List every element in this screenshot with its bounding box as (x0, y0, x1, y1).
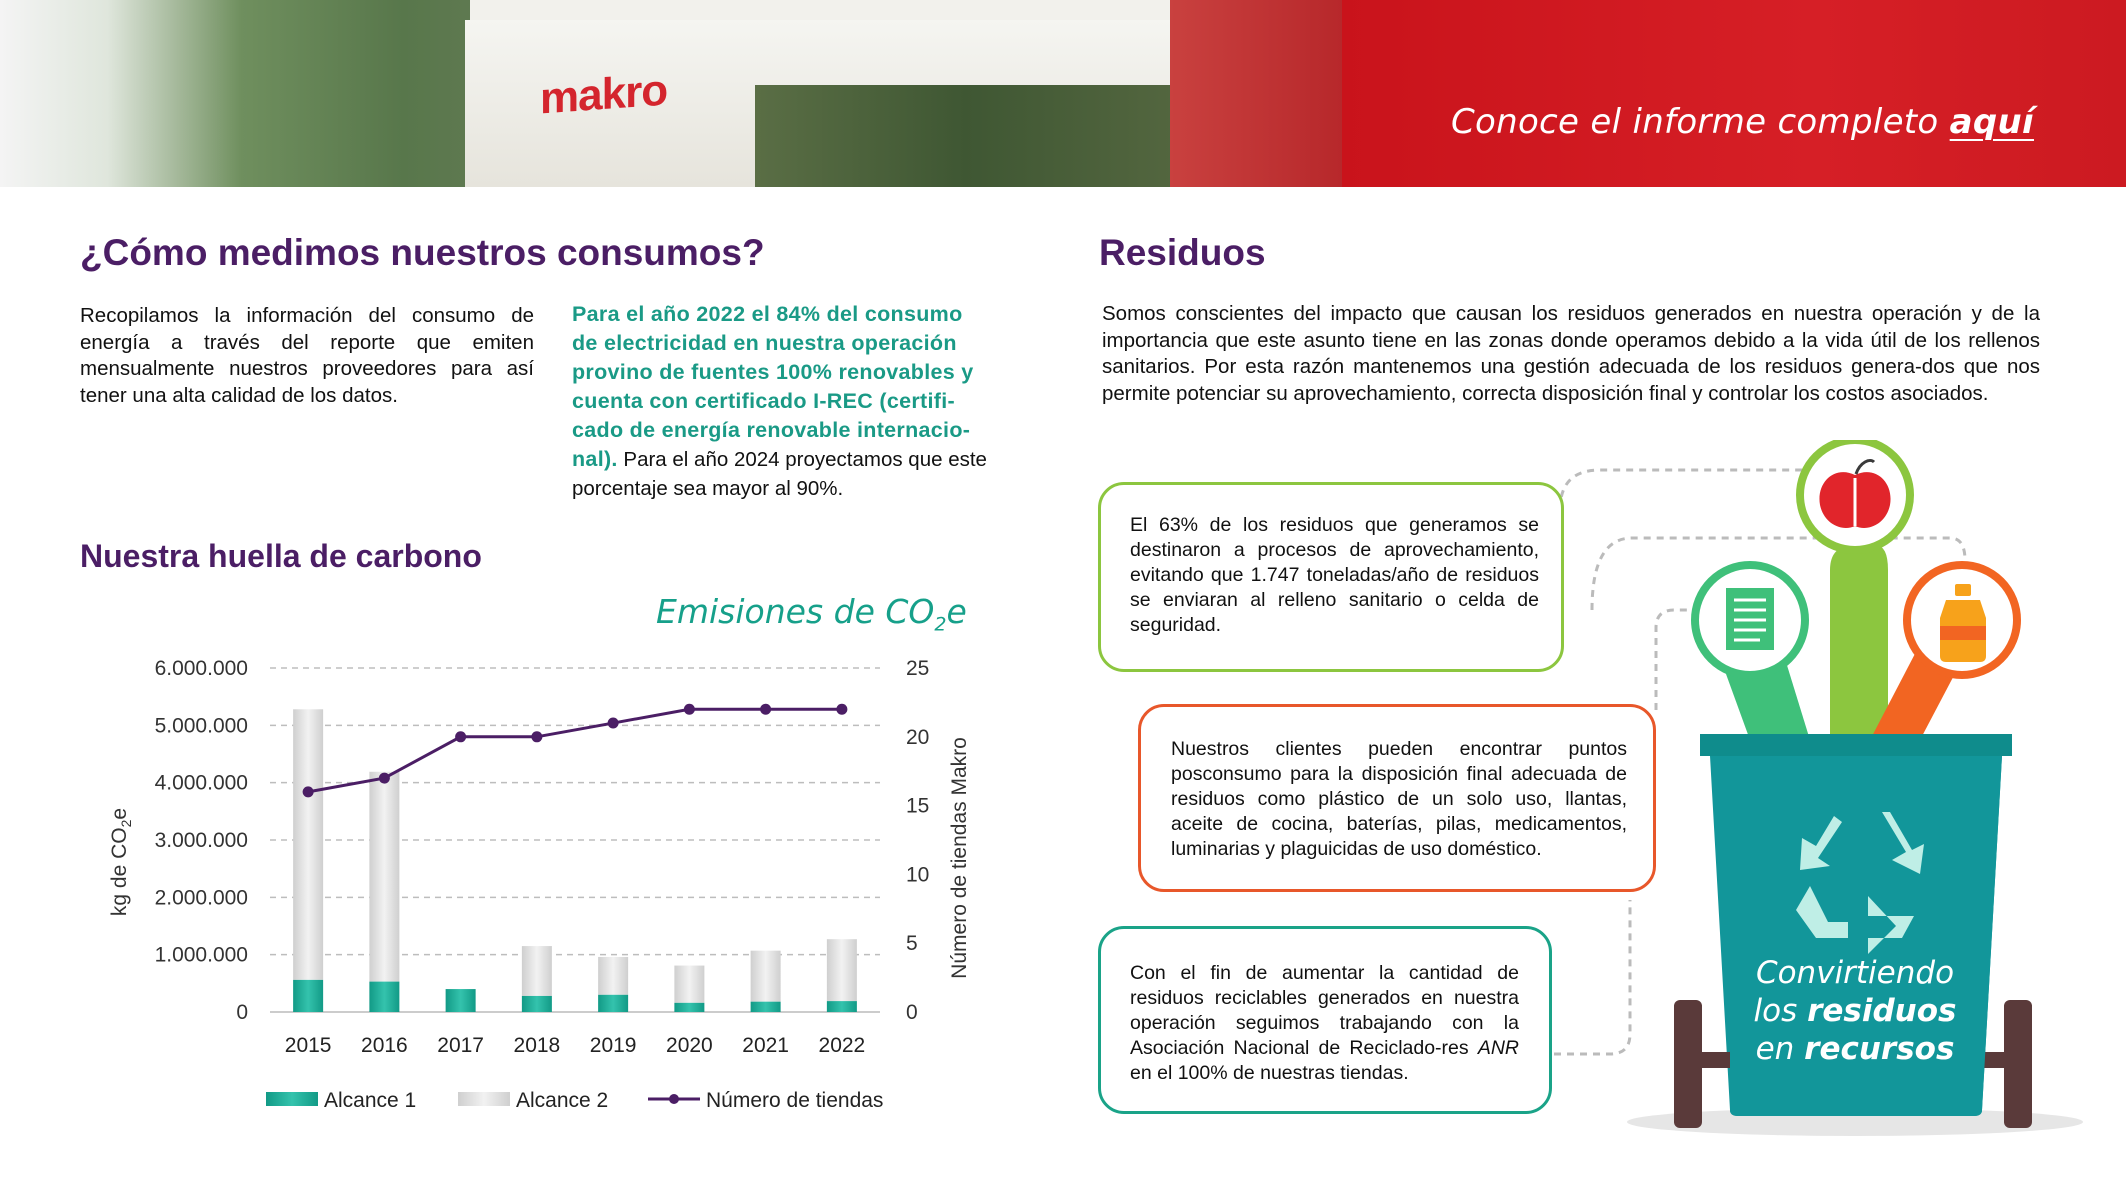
x-tick-label: 2020 (666, 1034, 713, 1057)
report-link[interactable] (1451, 102, 2034, 142)
legend-swatch-alcance1 (266, 1092, 318, 1106)
bar-alcance1-2019 (598, 995, 628, 1012)
chart-grid (270, 668, 880, 1012)
cta-text: Conoce el informe completo (1450, 102, 1939, 142)
x-tick-label: 2017 (437, 1034, 484, 1057)
bin-line-2a: los (1753, 993, 1808, 1029)
y-tick-label: 5.000.000 (154, 714, 248, 738)
legend-swatch-alcance2 (458, 1092, 510, 1106)
chart-title-main: Emisiones de CO (656, 592, 935, 631)
bin-line-1: Convirtiendo (1755, 955, 1955, 991)
cta-link[interactable]: aquí (1949, 102, 2034, 142)
bar-alcance2-2016 (369, 772, 399, 982)
y2-tick-label: 5 (906, 932, 918, 956)
bin-line-3b: recursos (1804, 1031, 1955, 1067)
stores-point-2021 (760, 704, 771, 715)
bin-caption (1725, 954, 1985, 1068)
residuos-paragraph: Somos conscientes del impacto que causan los residuos generados en nuestra operación y de la importancia que este asunto tiene en las zonas donde operamos debido a la vida útil de los rellenos sanitarios. Por esta razón mantenemos una gestión adecuada de los residuos genera-dos que nos permite potenciar su aprovechamiento, correcta disposición final y controlar los costos asociados. (1102, 302, 2040, 405)
bar-alcance1-2016 (369, 982, 399, 1012)
huella-title: Nuestra huella de carbono (80, 538, 482, 574)
x-tick-label: 2015 (284, 1034, 332, 1057)
residuos-title: Residuos (1099, 232, 1266, 273)
bar-alcance1-2017 (446, 989, 476, 1012)
highlight-line: provino de fuentes 100% renovables y (572, 360, 974, 384)
box3-abbr: ANR (1477, 1037, 1519, 1059)
bar-alcance1-2015 (293, 980, 323, 1012)
green-wall (755, 85, 1175, 187)
x-tick-label: 2019 (589, 1034, 637, 1057)
y-tick-label: 6.000.000 (154, 657, 248, 680)
red-wall (1170, 0, 1342, 187)
y-tick-label: 2.000.000 (154, 886, 248, 910)
y2-tick-label: 10 (906, 863, 930, 887)
legend-line-marker (669, 1094, 679, 1104)
stores-point-2016 (379, 773, 390, 784)
stores-point-2019 (608, 718, 619, 729)
highlight-line: nal). (572, 447, 618, 471)
y2-axis-label: Número de tiendas Makro (948, 737, 971, 979)
chart-legend (266, 1089, 883, 1112)
highlight-line: cuenta con certificado I-REC (certifi- (572, 389, 955, 413)
info-box-recicladores (1098, 926, 1552, 1114)
y-tick-label: 4.000.000 (154, 771, 248, 795)
legend-alcance2: Alcance 2 (516, 1089, 609, 1112)
x-tick-label: 2018 (513, 1034, 561, 1057)
bar-alcance2-2019 (598, 957, 628, 995)
y2-axis-ticks (906, 657, 929, 1024)
chart-title-sub: 2 (934, 613, 947, 636)
bar-alcance1-2021 (751, 1002, 781, 1012)
y2-tick-label: 15 (906, 794, 930, 818)
stores-point-2022 (836, 704, 847, 715)
x-tick-label: 2016 (361, 1034, 408, 1057)
bin-line-3a: en (1755, 1031, 1805, 1067)
bar-alcance2-2022 (827, 939, 857, 1001)
box3-tail: en el 100% de nuestras tiendas. (1130, 1062, 1409, 1084)
y-tick-label: 1.000.000 (154, 943, 248, 967)
legend-alcance1: Alcance 1 (324, 1089, 417, 1112)
y-axis-label: kg de $CO_2e$ (108, 807, 134, 917)
header-banner (1342, 0, 2126, 187)
bar-alcance2-2020 (674, 966, 704, 1003)
consumos-highlight (572, 300, 1026, 503)
highlight-line: de electricidad en nuestra operación (572, 331, 957, 355)
y2-tick-label: 25 (906, 657, 930, 680)
chart-title-tail: e (946, 592, 967, 631)
stores-point-2015 (303, 786, 314, 797)
stores-point-2017 (455, 731, 466, 742)
info-box-posconsumo: Nuestros clientes pueden encontrar puntos posconsumo para la disposición final adecuada de residuos como plástico de un solo uso, llantas, aceite de cocina, baterías, pilas, medicamentos, luminarias y plaguicidas de uso doméstico. (1138, 704, 1656, 892)
consumos-title: ¿Cómo medimos nuestros consumos? (80, 232, 765, 273)
stores-point-2020 (684, 704, 695, 715)
y2-tick-label: 0 (906, 1001, 918, 1024)
header-photo (0, 0, 1342, 187)
y2-tick-label: 20 (906, 725, 930, 749)
y-tick-label: 3.000.000 (154, 829, 248, 852)
legend-tiendas: Número de tiendas (706, 1089, 884, 1112)
y-axis-ticks (155, 657, 248, 1024)
x-axis-ticks (285, 1034, 865, 1057)
chart-bars (293, 709, 857, 1012)
x-tick-label: 2021 (742, 1034, 789, 1057)
box3-text: Con el fin de aumentar la cantidad de residuos reciclables generados en nuestra operación seguimos trabajando con la Asociación Nacional de Reciclado-res (1130, 962, 1519, 1059)
store-logo: makro (540, 65, 668, 124)
x-tick-label: 2022 (818, 1034, 866, 1057)
info-box-aprovechamiento: El 63% de los residuos que generamos se destinaron a procesos de aprovechamiento, evitando que 1.747 toneladas/año de residuos se enviaran al relleno sanitario o celda de seguridad. (1098, 482, 1564, 672)
bar-alcance2-2018 (522, 946, 552, 996)
stores-point-2018 (531, 731, 542, 742)
highlight-line: cado de energía renovable internacio- (572, 418, 971, 442)
highlight-tail: Para el año 2024 proyectamos que este porcentaje sea mayor al 90%. (572, 448, 987, 500)
bar-alcance2-2021 (751, 951, 781, 1002)
bar-alcance2-2015 (293, 709, 323, 980)
bar-alcance1-2018 (522, 996, 552, 1012)
bar-alcance1-2020 (674, 1003, 704, 1012)
consumos-paragraph: Recopilamos la información del consumo de energía a través del reporte que emiten mensualmente nuestros proveedores para así tener una alta calidad de los datos. (80, 304, 534, 407)
emissions-chart (0, 640, 1060, 1120)
bar-alcance1-2022 (827, 1001, 857, 1012)
bin-line-2b: residuos (1807, 993, 1957, 1029)
y-tick-label: 0 (236, 1001, 248, 1024)
highlight-line: Para el año 2022 el 84% del consumo (572, 302, 963, 326)
chart-title (656, 592, 967, 636)
